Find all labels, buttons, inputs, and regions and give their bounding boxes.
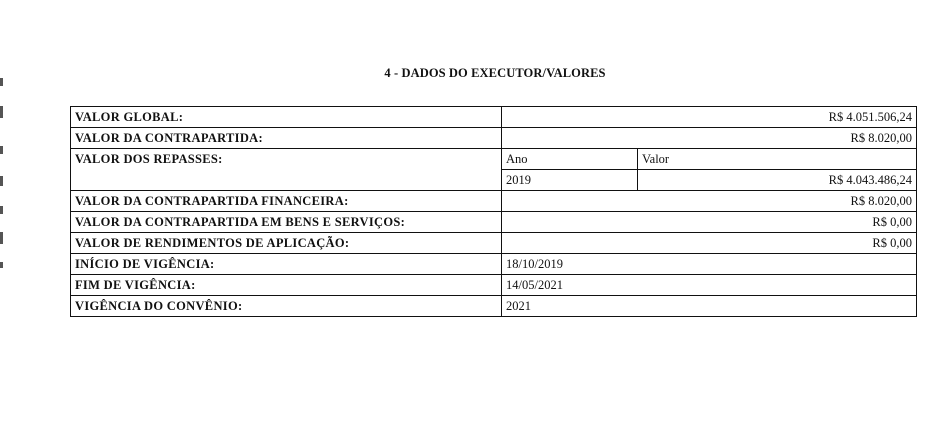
row-rendimentos <box>71 233 917 254</box>
repasses-col-ano: Ano <box>502 149 638 170</box>
valor-global-value: R$ 4.051.506,24 <box>502 107 917 128</box>
valor-repasses-label: VALOR DOS REPASSES: <box>71 149 502 191</box>
repasses-ano-value: 2019 <box>502 170 638 191</box>
row-fim-vigencia <box>71 275 917 296</box>
repasses-col-valor: Valor <box>638 149 917 170</box>
row-valor-contrapartida <box>71 128 917 149</box>
row-valor-repasses-header <box>71 149 917 170</box>
valor-global-label: VALOR GLOBAL: <box>71 107 502 128</box>
executor-values-table <box>70 106 917 317</box>
vigencia-convenio-label: VIGÊNCIA DO CONVÊNIO: <box>71 296 502 317</box>
contrapartida-financeira-value: R$ 8.020,00 <box>502 191 917 212</box>
row-contrapartida-financeira <box>71 191 917 212</box>
valor-contrapartida-label: VALOR DA CONTRAPARTIDA: <box>71 128 502 149</box>
row-inicio-vigencia <box>71 254 917 275</box>
vigencia-convenio-value: 2021 <box>502 296 917 317</box>
contrapartida-bens-value: R$ 0,00 <box>502 212 917 233</box>
rendimentos-label: VALOR DE RENDIMENTOS DE APLICAÇÃO: <box>71 233 502 254</box>
row-vigencia-convenio <box>71 296 917 317</box>
rendimentos-value: R$ 0,00 <box>502 233 917 254</box>
fim-vigencia-value: 14/05/2021 <box>502 275 917 296</box>
inicio-vigencia-label: INÍCIO DE VIGÊNCIA: <box>71 254 502 275</box>
row-contrapartida-bens <box>71 212 917 233</box>
section-title: 4 - DADOS DO EXECUTOR/VALORES <box>384 66 606 80</box>
row-valor-global <box>71 107 917 128</box>
page-edge-marks <box>0 0 4 425</box>
contrapartida-bens-label: VALOR DA CONTRAPARTIDA EM BENS E SERVIÇOS: <box>71 212 502 233</box>
valor-contrapartida-value: R$ 8.020,00 <box>502 128 917 149</box>
inicio-vigencia-value: 18/10/2019 <box>502 254 917 275</box>
contrapartida-financeira-label: VALOR DA CONTRAPARTIDA FINANCEIRA: <box>71 191 502 212</box>
fim-vigencia-label: FIM DE VIGÊNCIA: <box>71 275 502 296</box>
repasses-valor-value: R$ 4.043.486,24 <box>638 170 917 191</box>
